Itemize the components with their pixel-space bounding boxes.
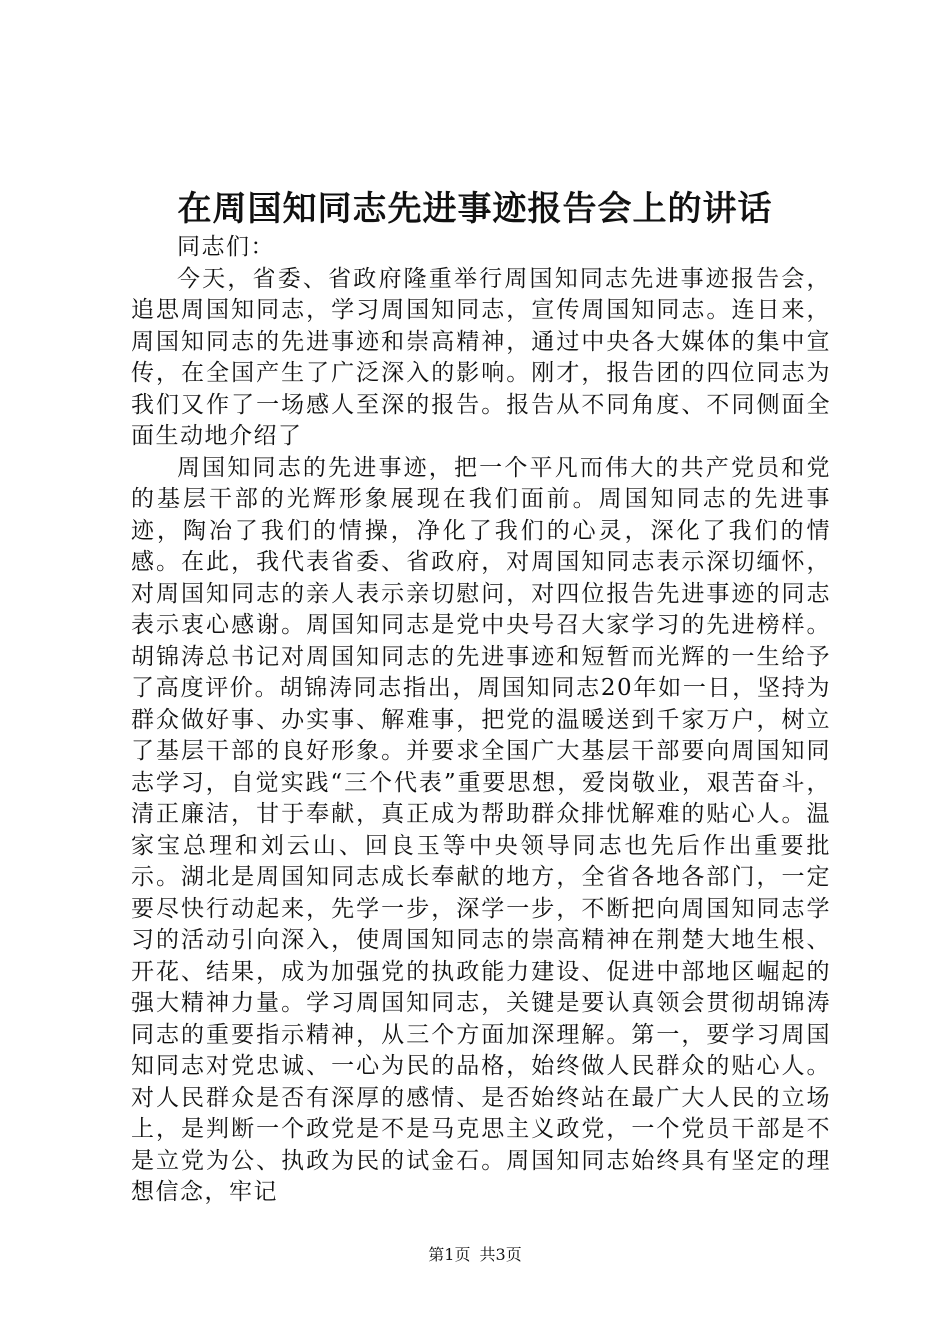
page-number: 第1页 共3页	[428, 1245, 522, 1264]
document-title: 在周国知同志先进事迹报告会上的讲话	[177, 189, 773, 229]
paragraph-2: 周国知同志的先进事迹，把一个平凡而伟大的共产党员和党的基层干部的光辉形象展现在我们面前。周国知同志的先进事迹，陶冶了我们的情操，净化了我们的心灵，深化了我们的情感。在此，我代表省委、省政府，对周国知同志表示深切缅怀，对周国知同志的亲人表示亲切慰问，对四位报告先进事迹的同志表示衷心感谢。周国知同志是党中央号召大家学习的先进榜样。胡锦涛总书记对周国知同志的先进事迹和短暂而光辉的一生给予了高度评价。胡锦涛同志指出，周国知同志20年如一日，坚持为群众做好事、办实事、解难事，把党的温暖送到千家万户，树立了基层干部的良好形象。并要求全国广大基层干部要向周国知同志学习，自觉实践“三个代表”重要思想，爱岗敬业，艰苦奋斗，清正廉洁，甘于奉献，真正成为帮助群众排忧解难的贴心人。温家宝总理和刘云山、回良玉等中央领导同志也先后作出重要批示。湖北是周国知同志成长奉献的地方，全省各地各部门，一定要尽快行动起来，先学一步，深学一步，不断把向周国知同志学习的活动引向深入，使周国知同志的崇高精神在荆楚大地生根、开花、结果，成为加强党的执政能力建设、促进中部地区崛起的强大精神力量。学习周国知同志，关键是要认真领会贯彻胡锦涛同志的重要指示精神，从三个方面加深理解。第一，要学习周国知同志对党忠诚、一心为民的品格，始终做人民群众的贴心人。对人民群众是否有深厚的感情、是否始终站在最广大人民的立场上，是判断一个政党是不是马克思主义政党，一个党员干部是不是立党为公、执政为民的试金石。周国知同志始终具有坚定的理想信念，牢记	[131, 454, 831, 1205]
paragraph-1: 今天，省委、省政府隆重举行周国知同志先进事迹报告会，追思周国知同志，学习周国知同志，宣传周国知同志。连日来，周国知同志的先进事迹和崇高精神，通过中央各大媒体的集中宣传，在全国产生了广泛深入的影响。刚才，报告团的四位同志为我们又作了一场感人至深的报告。报告从不同角度、不同侧面全面生动地介绍了	[131, 265, 831, 449]
page-footer	[0, 1244, 950, 1266]
salutation: 同志们：	[177, 234, 275, 260]
document-body	[131, 232, 831, 1209]
